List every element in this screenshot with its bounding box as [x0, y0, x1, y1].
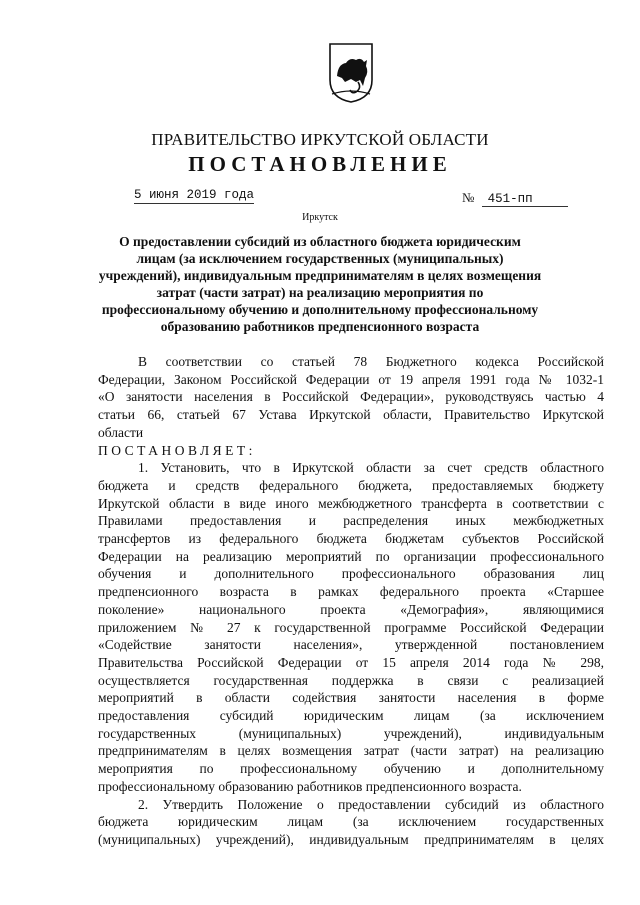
text-line: «Содействие занятости населения», утвержденной постановлением	[98, 637, 604, 653]
text-line: статьи 66, статьей 67 Устава Иркутской области, Правительство Иркутской	[98, 407, 604, 423]
text-line: профессиональному образованию работников предпенсионного возраста.	[98, 778, 522, 794]
document-type-title: ПОСТАНОВЛЕНИЕ	[188, 152, 452, 176]
irkutsk-coat-of-arms-emblem	[328, 42, 374, 104]
text-line: Федерации на реализацию мероприятий по организации профессионального	[98, 548, 604, 564]
text-line: бюджета юридическим лицам (за исключением государственных	[98, 814, 604, 830]
decree-body	[98, 353, 604, 849]
text-line: Правилами предоставления и распределения иных межбюджетных	[98, 513, 604, 529]
document-number	[462, 190, 568, 207]
text-line: «О занятости населения в Российской Федерации», руководствуясь частью 4	[98, 389, 604, 405]
text-line: В соответствии со статьей 78 Бюджетного кодекса Российской	[138, 354, 604, 369]
text-line: предоставления субсидий юридическим лицам (за исключением	[98, 708, 604, 724]
text-line: Федерации, Законом Российской Федерации от 19 апреля 1991 года № 1032-1	[98, 371, 604, 387]
text-line: поколение» национального проекта «Демография», являющимися	[98, 601, 604, 617]
text-line: области	[98, 424, 144, 440]
item-1-paragraph	[98, 459, 604, 795]
text-line: осуществляется государственная поддержка в связи с реализацией	[98, 672, 604, 688]
text-line: мероприятия по профессиональному обучению и дополнительному	[98, 761, 604, 777]
document-date: 5 июня 2019 года	[134, 188, 255, 202]
text-line: обучения и дополнительного профессионального образования лиц	[98, 566, 604, 582]
text-line: трансфертов из федерального бюджета бюджетам субъектов Российской	[98, 531, 604, 547]
document-number-value: 451-пп	[482, 192, 568, 207]
text-line: 2. Утвердить Положение о предоставлении субсидий из областного	[138, 796, 604, 812]
text-line: (муниципальных) учреждений), индивидуальным предпринимателям в целях	[98, 831, 604, 847]
text-line: бюджета и средств федерального бюджета, предоставляемых бюджету	[98, 477, 604, 493]
subject-line: затрат (части затрат) на реализацию мероприятия по	[156, 285, 484, 300]
text-line: Иркутской области в виде иного межбюджетного трансферта в соответствии с	[98, 495, 604, 511]
number-sign: №	[462, 190, 475, 205]
subject-line: учреждений), индивидуальным предпринимателям в целях возмещения	[98, 268, 542, 283]
subject-line: профессиональному обучению и дополнительному профессиональному	[101, 302, 539, 317]
text-line: приложением № 27 к государственной программе Российской Федерации	[98, 619, 604, 635]
subject-line: образованию работников предпенсионного возраста	[160, 319, 480, 334]
government-name: ПРАВИТЕЛЬСТВО ИРКУТСКОЙ ОБЛАСТИ	[151, 130, 489, 149]
decree-subject	[90, 233, 550, 335]
subject-line: О предоставлении субсидий из областного бюджета юридическим	[119, 234, 521, 249]
subject-line: лицам (за исключением государственных (муниципальных)	[136, 251, 504, 266]
item-2-paragraph	[98, 796, 604, 849]
text-line: государственных (муниципальных) учреждений), индивидуальным	[98, 725, 604, 741]
city-name: Иркутск	[302, 212, 338, 223]
text-line: предпенсионного возраста в рамках федерального проекта «Старшее	[98, 584, 604, 600]
text-line: 1. Установить, что в Иркутской области за счет средств областного	[138, 460, 604, 476]
text-line: предпринимателям в целях возмещения затрат (части затрат) на реализацию	[98, 743, 604, 759]
text-line: мероприятий в области содействия занятости населения в форме	[98, 690, 604, 706]
resolves-heading: ПОСТАНОВЛЯЕТ:	[98, 442, 256, 458]
preamble-paragraph	[98, 353, 604, 442]
text-line: Правительства Российской Федерации от 15 апреля 2014 года № 298,	[98, 654, 604, 670]
